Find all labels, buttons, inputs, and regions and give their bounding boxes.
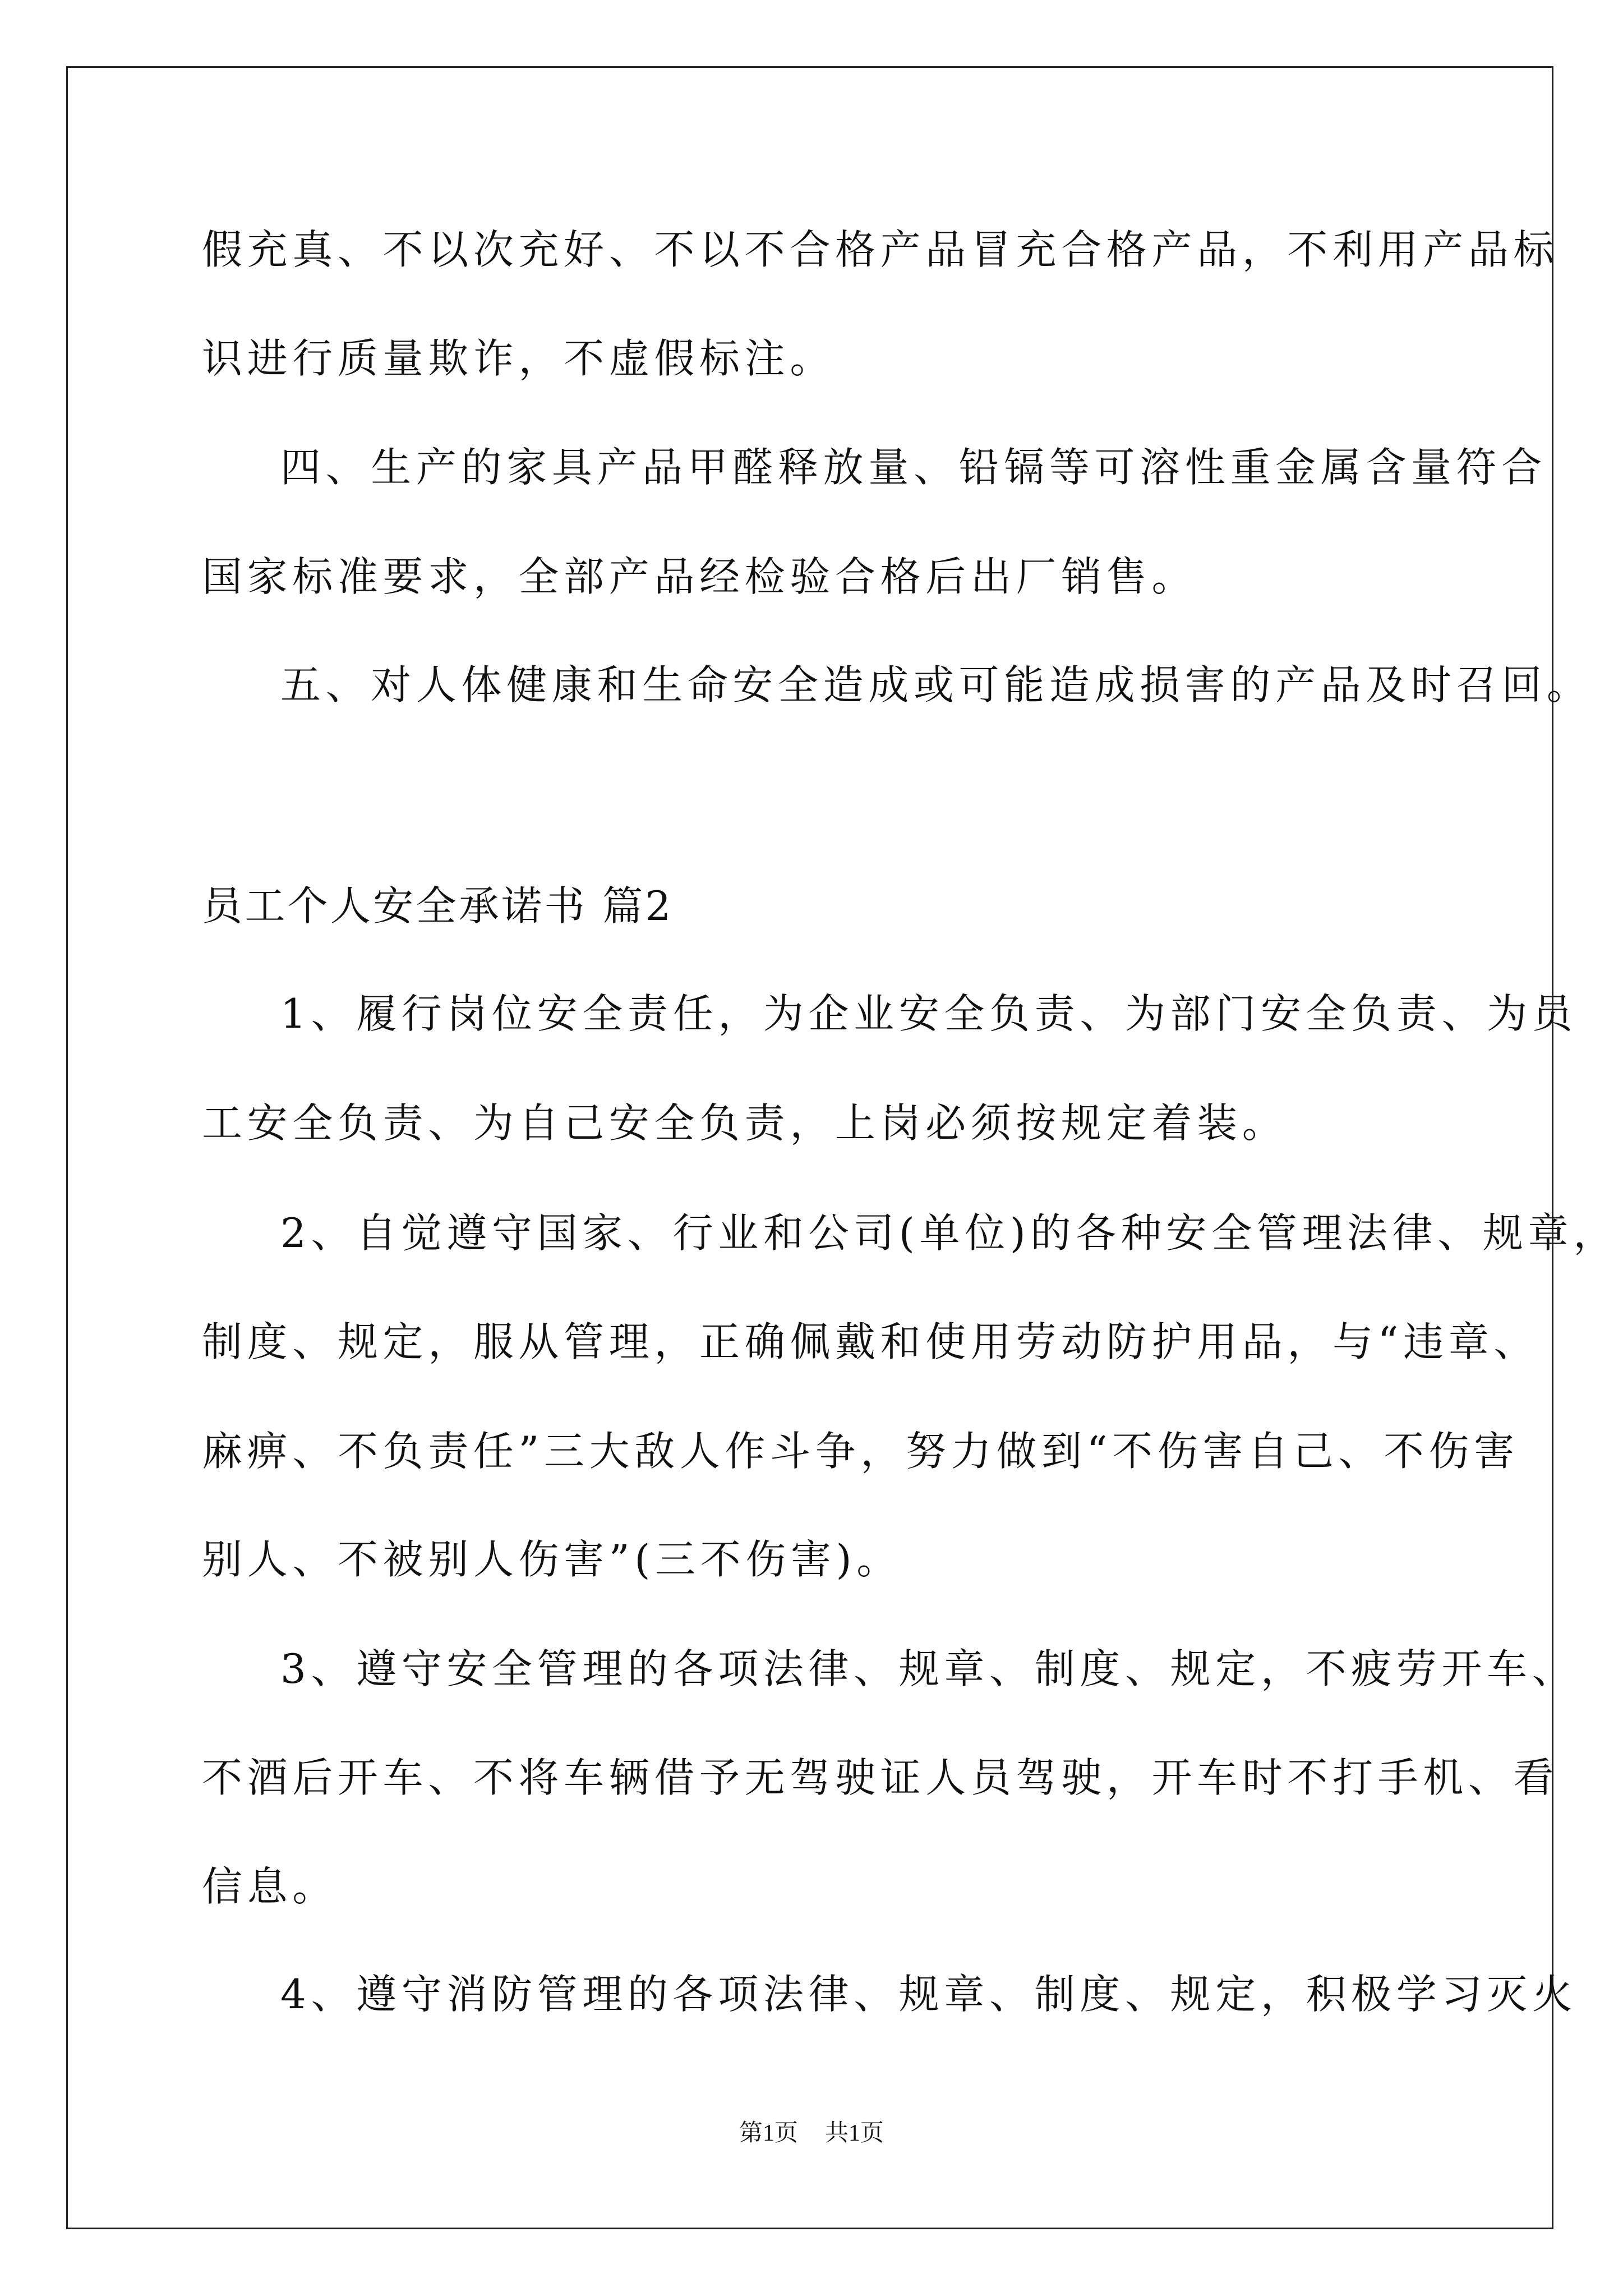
body-line-1: 假充真、不以次充好、不以不合格产品冒充合格产品，不利用产品标 (202, 226, 1559, 273)
paragraph-5: 五、对人体健康和生命安全造成或可能造成损害的产品及时召回。 (280, 661, 1592, 708)
item-3-line-1: 3、遵守安全管理的各项法律、规章、制度、规定，不疲劳开车、 (280, 1645, 1578, 1692)
item-1-line-2: 工安全负责、为自己安全负责，上岗必须按规定着装。 (202, 1099, 1288, 1147)
item-3-line-3: 信息。 (202, 1863, 338, 1910)
body-line-2: 识进行质量欺诈，不虚假标注。 (202, 335, 835, 382)
item-3-line-2: 不酒后开车、不将车辆借予无驾驶证人员驾驶，开车时不打手机、看 (202, 1754, 1559, 1801)
page-total: 共1页 (825, 2120, 884, 2146)
paragraph-4-line-2: 国家标准要求，全部产品经检验合格后出厂销售。 (202, 553, 1197, 600)
page-footer (0, 2119, 1623, 2147)
item-2-line-4: 别人、不被别人伤害”(三不伤害)。 (202, 1536, 902, 1583)
section-heading: 员工个人安全承诺书 篇2 (202, 882, 674, 930)
item-2-line-3: 麻痹、不负责任”三大敌人作斗争，努力做到“不伤害自己、不伤害 (202, 1428, 1519, 1475)
item-2-line-2: 制度、规定，服从管理，正确佩戴和使用劳动防护用品，与“违章、 (202, 1318, 1539, 1365)
paragraph-4-line-1: 四、生产的家具产品甲醛释放量、铅镉等可溶性重金属含量符合 (280, 444, 1547, 491)
item-4-line-1: 4、遵守消防管理的各项法律、规章、制度、规定，积极学习灭火 (280, 1971, 1578, 2018)
page-number: 第1页 (739, 2120, 798, 2146)
item-1-line-1: 1、履行岗位安全责任，为企业安全负责、为部门安全负责、为员 (280, 990, 1578, 1037)
item-2-line-1: 2、自觉遵守国家、行业和公司(单位)的各种安全管理法律、规章， (280, 1209, 1619, 1257)
